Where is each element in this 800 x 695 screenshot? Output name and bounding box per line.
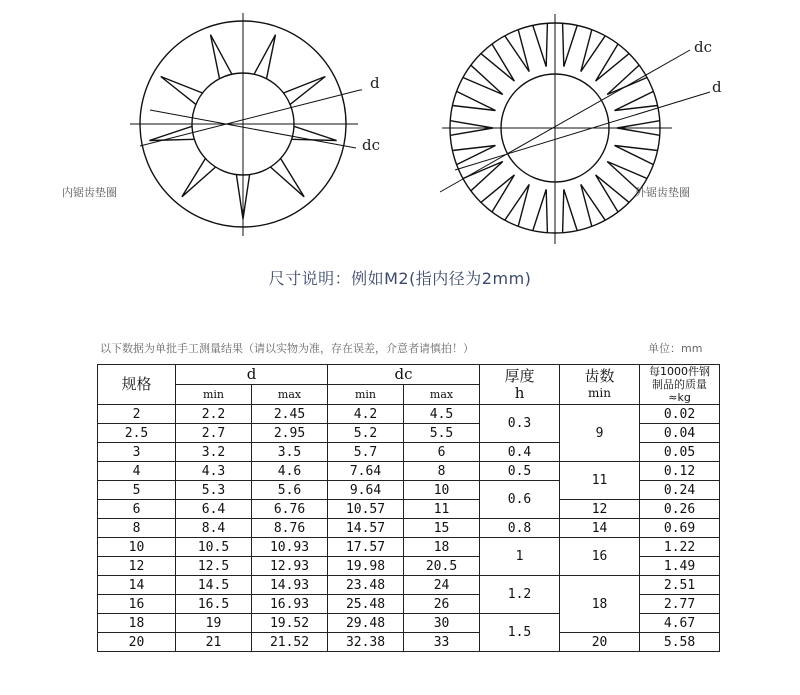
- outer-tooth: [581, 184, 605, 226]
- washer-diagrams: [0, 0, 800, 250]
- cell-dc-max: 30: [404, 614, 480, 633]
- header-row-1: [98, 365, 720, 385]
- cell-spec: 20: [98, 633, 176, 652]
- outer-tooth: [581, 30, 605, 72]
- cell-d-max: 6.76: [252, 500, 328, 519]
- unit-label: 单位：mm: [648, 342, 703, 355]
- outer-tooth: [452, 91, 495, 110]
- cell-d-min: 12.5: [176, 557, 252, 576]
- cell-spec: 18: [98, 614, 176, 633]
- cell-mass: 0.69: [640, 519, 720, 538]
- header-d-min: min: [176, 385, 252, 405]
- inner-tooth: [182, 159, 216, 197]
- cell-dc-min: 4.2: [328, 405, 404, 424]
- cell-mass: 2.51: [640, 576, 720, 595]
- cell-dc-max: 18: [404, 538, 480, 557]
- inner-tooth: [254, 35, 275, 79]
- cell-teeth: 11: [560, 462, 640, 500]
- header-thickness-symbol: h: [514, 383, 525, 402]
- header-teeth: [560, 365, 640, 405]
- cell-thickness: 0.3: [480, 405, 560, 443]
- cell-mass: 0.26: [640, 500, 720, 519]
- header-spec: 规格: [98, 365, 176, 405]
- dimension-title: 尺寸说明：例如M2(指内径为2mm): [268, 269, 532, 288]
- cell-dc-min: 9.64: [328, 481, 404, 500]
- cell-d-min: 2.7: [176, 424, 252, 443]
- cell-dc-min: 19.98: [328, 557, 404, 576]
- inner-tooth: [270, 159, 304, 197]
- outer-d-label: d: [712, 78, 722, 96]
- cell-d-max: 21.52: [252, 633, 328, 652]
- cell-dc-min: 32.38: [328, 633, 404, 652]
- header-d-max: max: [252, 385, 328, 405]
- header-dc-max: max: [404, 385, 480, 405]
- outer-washer-caption: 外锯齿垫圈: [635, 186, 690, 199]
- header-thickness: [480, 365, 560, 405]
- cell-d-min: 16.5: [176, 595, 252, 614]
- cell-thickness: 1.2: [480, 576, 560, 614]
- outer-tooth: [463, 65, 503, 94]
- measurement-note: 以下数据为单批手工测量结果（请以实物为准，存在误差，介意者请慎拍！）: [100, 342, 474, 355]
- header-mass-line3: ≈kg: [668, 391, 691, 404]
- cell-thickness: 0.8: [480, 519, 560, 538]
- cell-d-max: 2.45: [252, 405, 328, 424]
- cell-thickness: 1.5: [480, 614, 560, 652]
- cell-dc-max: 33: [404, 633, 480, 652]
- outer-tooth: [615, 146, 658, 165]
- table-row: [98, 500, 720, 519]
- cell-d-max: 2.95: [252, 424, 328, 443]
- outer-tooth: [615, 91, 658, 110]
- cell-dc-max: 5.5: [404, 424, 480, 443]
- header-teeth-min: min: [588, 385, 611, 400]
- cell-d-min: 4.3: [176, 462, 252, 481]
- header-mass-line1: 每1000件钢: [649, 365, 711, 378]
- inner-tooth: [292, 126, 337, 140]
- cell-teeth: 9: [560, 405, 640, 462]
- cell-mass: 4.67: [640, 614, 720, 633]
- cell-mass: 5.58: [640, 633, 720, 652]
- header-dc-min: min: [328, 385, 404, 405]
- cell-dc-min: 5.7: [328, 443, 404, 462]
- table-row: [98, 462, 720, 481]
- cell-spec: 2: [98, 405, 176, 424]
- cell-d-min: 19: [176, 614, 252, 633]
- cell-dc-max: 11: [404, 500, 480, 519]
- outer-tooth: [505, 184, 529, 226]
- spec-table: [97, 364, 720, 652]
- cell-teeth: 18: [560, 576, 640, 633]
- cell-teeth: 20: [560, 633, 640, 652]
- outer-tooth: [452, 146, 495, 165]
- cell-dc-max: 6: [404, 443, 480, 462]
- table-row: [98, 405, 720, 424]
- table-row: [98, 576, 720, 595]
- cell-d-max: 14.93: [252, 576, 328, 595]
- cell-d-min: 21: [176, 633, 252, 652]
- cell-mass: 0.02: [640, 405, 720, 424]
- header-thickness-label: 厚度: [504, 366, 535, 385]
- header-teeth-label: 齿数: [584, 366, 615, 385]
- inner-dc-label: dc: [362, 136, 381, 154]
- cell-d-max: 4.6: [252, 462, 328, 481]
- cell-d-max: 8.76: [252, 519, 328, 538]
- cell-mass: 0.05: [640, 443, 720, 462]
- cell-spec: 4: [98, 462, 176, 481]
- cell-d-min: 5.3: [176, 481, 252, 500]
- cell-spec: 5: [98, 481, 176, 500]
- cell-d-min: 6.4: [176, 500, 252, 519]
- cell-d-max: 5.6: [252, 481, 328, 500]
- cell-d-max: 12.93: [252, 557, 328, 576]
- cell-d-min: 14.5: [176, 576, 252, 595]
- table-row: [98, 519, 720, 538]
- cell-dc-max: 24: [404, 576, 480, 595]
- header-d: d: [176, 365, 328, 385]
- cell-thickness: 0.4: [480, 443, 560, 462]
- cell-teeth: 14: [560, 519, 640, 538]
- cell-d-max: 19.52: [252, 614, 328, 633]
- cell-spec: 10: [98, 538, 176, 557]
- cell-dc-min: 17.57: [328, 538, 404, 557]
- cell-dc-min: 5.2: [328, 424, 404, 443]
- outer-tooth: [607, 65, 647, 94]
- cell-spec: 8: [98, 519, 176, 538]
- cell-dc-min: 10.57: [328, 500, 404, 519]
- outer-tooth: [533, 189, 548, 232]
- cell-d-min: 3.2: [176, 443, 252, 462]
- inner-tooth: [211, 35, 232, 79]
- cell-mass: 0.24: [640, 481, 720, 500]
- inner-serrated-washer: [130, 13, 362, 236]
- cell-d-min: 8.4: [176, 519, 252, 538]
- cell-dc-min: 29.48: [328, 614, 404, 633]
- cell-spec: 16: [98, 595, 176, 614]
- cell-mass: 2.77: [640, 595, 720, 614]
- cell-dc-min: 14.57: [328, 519, 404, 538]
- cell-d-max: 10.93: [252, 538, 328, 557]
- table-row: [98, 538, 720, 557]
- outer-tooth: [533, 23, 548, 66]
- outer-tooth: [563, 23, 578, 66]
- header-mass: [640, 365, 720, 405]
- cell-spec: 12: [98, 557, 176, 576]
- cell-dc-max: 26: [404, 595, 480, 614]
- cell-mass: 0.04: [640, 424, 720, 443]
- cell-thickness: 0.6: [480, 481, 560, 519]
- cell-spec: 2.5: [98, 424, 176, 443]
- header-dc: dc: [328, 365, 480, 385]
- cell-mass: 1.22: [640, 538, 720, 557]
- cell-d-min: 2.2: [176, 405, 252, 424]
- inner-tooth: [161, 77, 203, 105]
- table-row: [98, 633, 720, 652]
- cell-dc-max: 8: [404, 462, 480, 481]
- cell-thickness: 1: [480, 538, 560, 576]
- inner-d-label: d: [370, 74, 380, 92]
- cell-mass: 0.12: [640, 462, 720, 481]
- outer-serrated-washer: [440, 14, 713, 244]
- cell-mass: 1.49: [640, 557, 720, 576]
- cell-thickness: 0.5: [480, 462, 560, 481]
- cell-dc-min: 25.48: [328, 595, 404, 614]
- cell-spec: 14: [98, 576, 176, 595]
- cell-dc-max: 4.5: [404, 405, 480, 424]
- cell-spec: 3: [98, 443, 176, 462]
- cell-d-min: 10.5: [176, 538, 252, 557]
- header-mass-line2: 制品的质量: [652, 378, 708, 391]
- outer-tooth: [505, 30, 529, 72]
- cell-teeth: 12: [560, 500, 640, 519]
- cell-dc-max: 10: [404, 481, 480, 500]
- cell-d-max: 16.93: [252, 595, 328, 614]
- cell-d-max: 3.5: [252, 443, 328, 462]
- cell-dc-max: 15: [404, 519, 480, 538]
- outer-dc-label: dc: [694, 38, 713, 56]
- cell-spec: 6: [98, 500, 176, 519]
- cell-dc-min: 23.48: [328, 576, 404, 595]
- inner-washer-caption: 内锯齿垫圈: [62, 186, 117, 199]
- outer-tooth: [563, 189, 578, 232]
- cell-teeth: 16: [560, 538, 640, 576]
- cell-dc-min: 7.64: [328, 462, 404, 481]
- cell-dc-max: 20.5: [404, 557, 480, 576]
